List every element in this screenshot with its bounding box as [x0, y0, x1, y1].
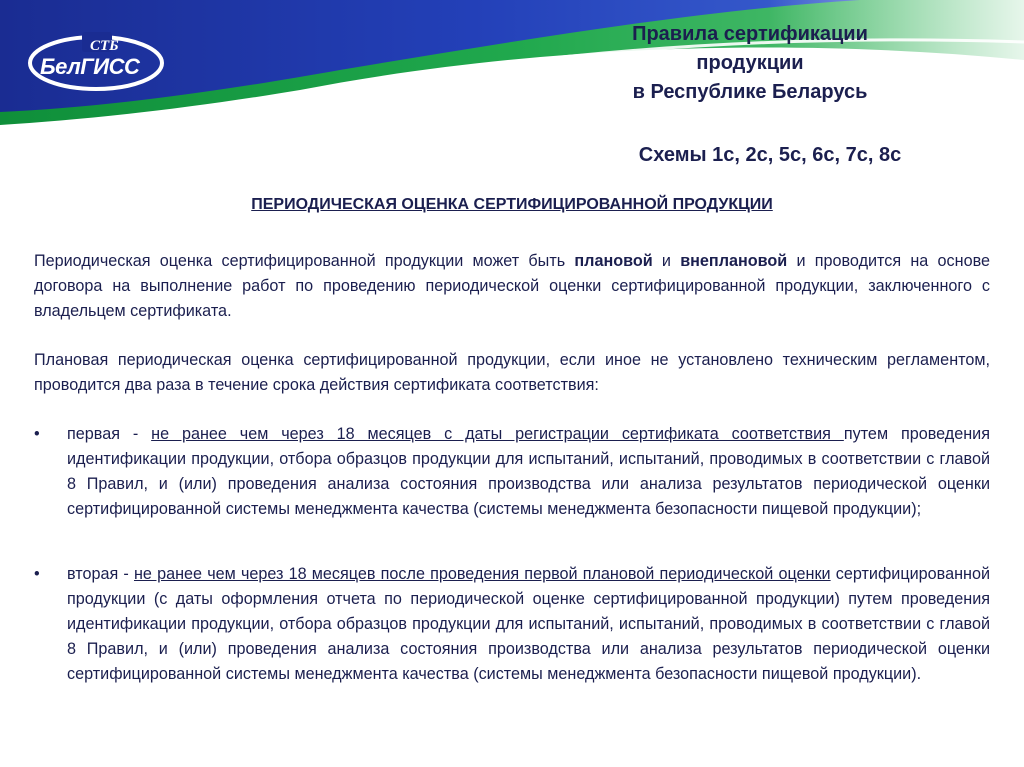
page-subtitle: Схемы 1с, 2с, 5с, 6с, 7с, 8с [638, 144, 902, 166]
intro-part-2: и [652, 252, 681, 270]
logo-abbreviation: СТБ [90, 38, 119, 54]
intro-paragraph [34, 249, 990, 324]
bullet-second-lead: вторая - [67, 565, 134, 583]
bullet-first-lead: первая - [67, 425, 152, 443]
bullet-icon: • [34, 425, 40, 443]
title-line-2: продукции [696, 52, 804, 74]
bullet-first-term: не ранее чем через 18 месяцев с даты регистрации сертификата соответствия [151, 425, 844, 443]
intro-part-1: Периодическая оценка сертифицированной продукции может быть [34, 252, 575, 270]
bullet-item-first [34, 422, 990, 522]
title-line-3: в Республике Беларусь [632, 81, 868, 103]
content-body [34, 249, 990, 687]
bullet-first-text: путем проведения идентификации продукции, отбора образцов продукции для испытаний, испытаний, проводимых в соответствии с главой 8 Правил, и (или) проведения анализа состояния производства или анализа результатов периодической оценки сертифицированной системы менеджмента качества (системы менеджмента безопасности пищевой продукции); [67, 425, 990, 518]
belgiss-logo [26, 30, 166, 96]
section-heading: ПЕРИОДИЧЕСКАЯ ОЦЕНКА СЕРТИФИЦИРОВАННОЙ ПРОДУКЦИИ [251, 196, 773, 213]
title-line-1: Правила сертификации [632, 23, 868, 45]
bullet-item-second [34, 562, 990, 687]
intro-bold-planned: плановой [574, 252, 653, 270]
logo-name: БелГИСС [40, 54, 140, 79]
intro-bold-unplanned: внеплановой [680, 252, 788, 270]
page-title [560, 20, 940, 107]
bullet-second-term: не ранее чем через 18 месяцев после проведения первой плановой периодической оценки [133, 565, 831, 583]
planned-paragraph: Плановая периодическая оценка сертифицированной продукции, если иное не установлено техническим регламентом, проводится два раза в течение срока действия сертификата соответствия: [34, 351, 990, 394]
intro-part-3: и проводится на основе договора на выполнение работ по проведению периодической оценки сертифицированной продукции, заключенного с владельцем сертификата. [34, 252, 990, 320]
bullet-second-text: сертифицированной продукции (с даты оформления отчета по периодической оценке сертифицированной продукции) путем проведения идентификации продукции, отбора образцов продукции для испытаний, испытаний, проводимых в соответствии с главой 8 Правил, и (или) проведения анализа состояния производства или анализа результатов периодической оценки сертифицированной системы менеджмента качества (системы менеджмента безопасности пищевой продукции). [67, 565, 990, 683]
bullet-icon: • [34, 565, 40, 583]
